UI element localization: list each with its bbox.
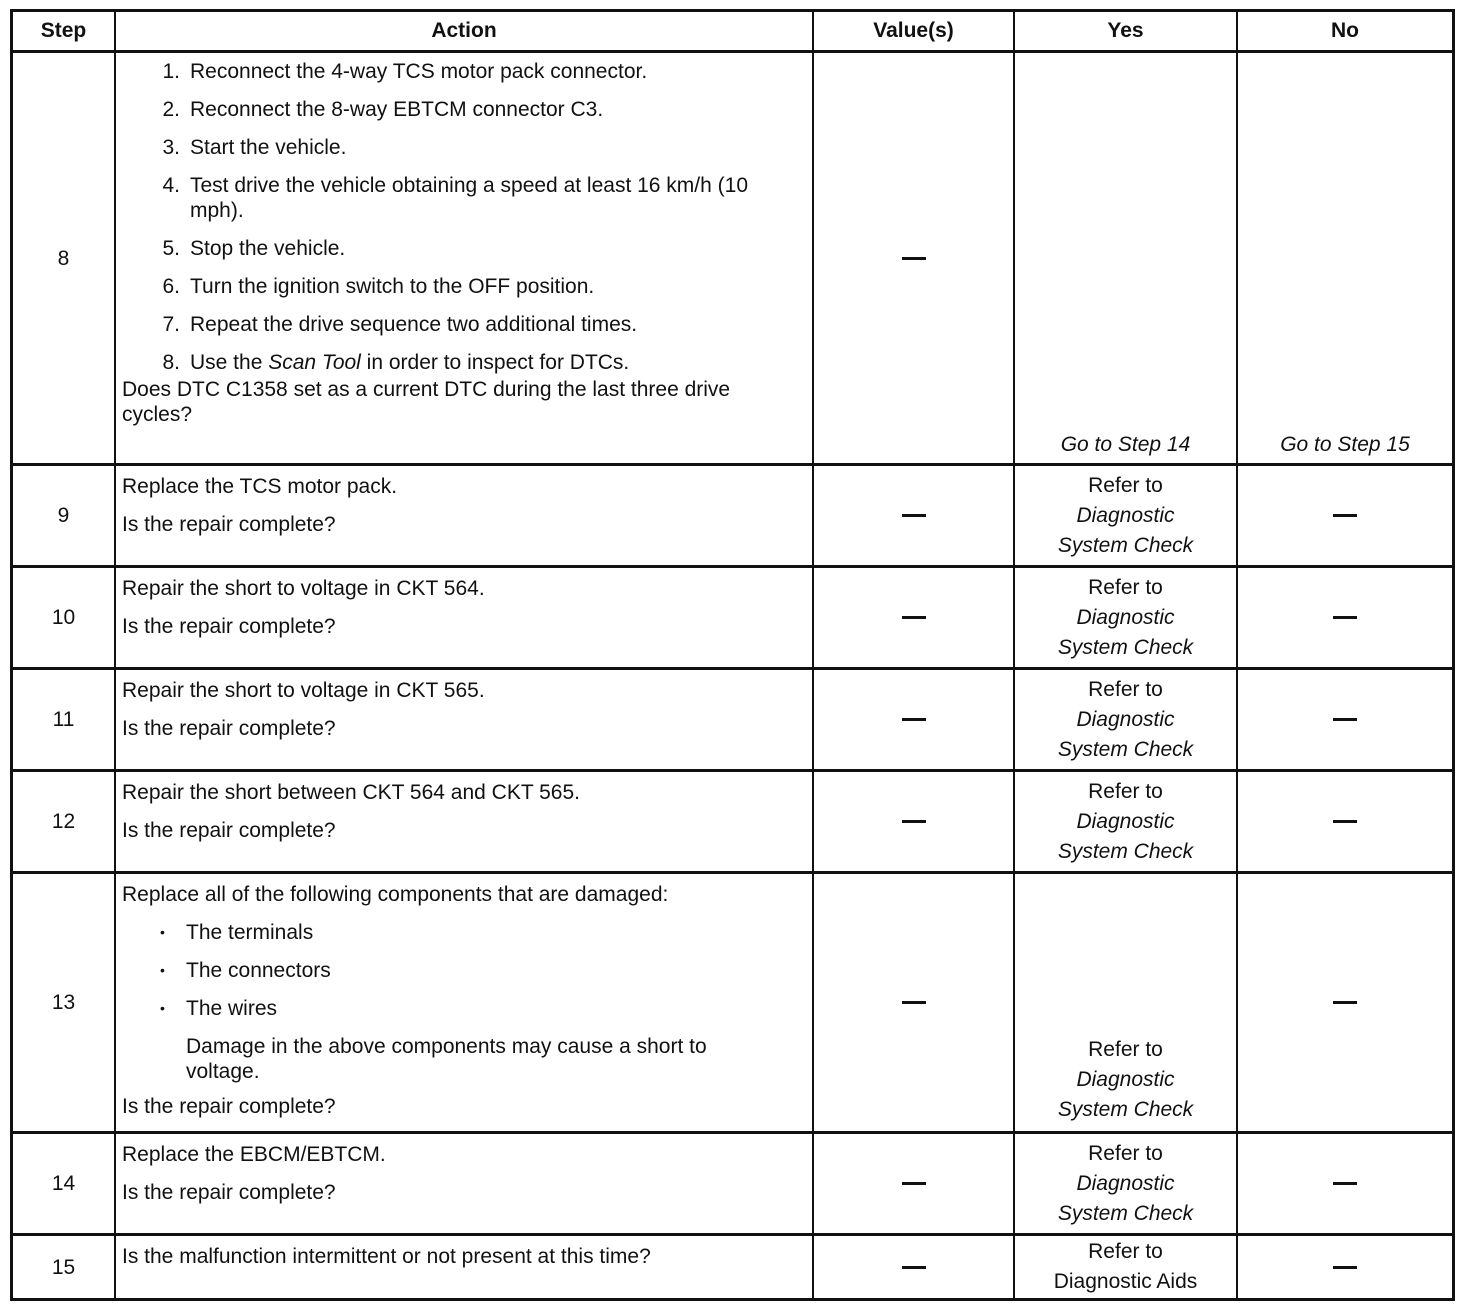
question-text: Does DTC C1358 set as a current DTC during the last three drive cycles? <box>122 378 731 426</box>
question-text: Is the repair complete? <box>122 717 336 740</box>
value-cell <box>814 568 1015 667</box>
action-text: Replace the TCS motor pack. <box>122 475 398 498</box>
step-number: 9 <box>13 466 116 565</box>
dash-mark <box>902 1001 926 1004</box>
yes-cell: Refer to Diagnostic System Check <box>1015 670 1238 769</box>
step-number: 11 <box>13 670 116 769</box>
action-cell <box>116 466 814 565</box>
no-cell <box>1238 1236 1452 1298</box>
dash-mark <box>902 616 926 619</box>
list-item: • The terminals <box>160 921 314 944</box>
dash-mark <box>902 1182 926 1185</box>
yes-cell: Refer to Diagnostic Aids <box>1015 1236 1238 1298</box>
step-number: 14 <box>13 1134 116 1233</box>
action-cell <box>116 568 814 667</box>
no-cell <box>1238 1134 1452 1233</box>
action-text: Replace the EBCM/EBTCM. <box>122 1143 386 1166</box>
dash-mark <box>1333 1266 1357 1269</box>
yes-cell: Go to Step 14 <box>1015 53 1238 463</box>
list-item: • The wires <box>160 997 278 1020</box>
action-cell <box>116 1134 814 1233</box>
action-text: Replace all of the following components that are damaged: <box>122 883 669 906</box>
action-text: Repair the short to voltage in CKT 565. <box>122 679 485 702</box>
dash-mark <box>902 514 926 517</box>
no-cell <box>1238 772 1452 871</box>
table-header <box>13 12 1452 50</box>
dash-mark <box>902 257 926 260</box>
dash-mark <box>902 1266 926 1269</box>
no-cell <box>1238 466 1452 565</box>
value-cell <box>814 466 1015 565</box>
yes-cell: Refer to Diagnostic System Check <box>1015 568 1238 667</box>
table-row <box>13 1131 1452 1233</box>
action-cell <box>116 670 814 769</box>
step-number: 10 <box>13 568 116 667</box>
value-cell <box>814 1236 1015 1298</box>
table-row <box>13 1233 1452 1298</box>
value-cell <box>814 1134 1015 1233</box>
list-item: 5. Stop the vehicle. <box>162 237 346 260</box>
table-row <box>13 871 1452 1131</box>
header-yes: Yes <box>1015 12 1238 50</box>
value-cell <box>814 772 1015 871</box>
question-text: Is the repair complete? <box>122 819 336 842</box>
dash-mark <box>1333 1001 1357 1004</box>
yes-cell: Refer to Diagnostic System Check <box>1015 1134 1238 1233</box>
header-step: Step <box>13 12 116 50</box>
step-number: 13 <box>13 874 116 1131</box>
question-text: Is the repair complete? <box>122 513 336 536</box>
table-row <box>13 769 1452 871</box>
action-cell <box>116 772 814 871</box>
value-cell <box>814 53 1015 463</box>
dash-mark <box>1333 820 1357 823</box>
question-text: Is the repair complete? <box>122 1095 336 1118</box>
list-item: 4. Test drive the vehicle obtaining a speed at least 16 km/h (10 mph). <box>162 174 748 222</box>
dash-mark <box>1333 616 1357 619</box>
list-item: 2. Reconnect the 8-way EBTCM connector C3. <box>162 98 604 121</box>
dash-mark <box>1333 1182 1357 1185</box>
question-text: Is the malfunction intermittent or not present at this time? <box>122 1245 651 1268</box>
value-cell <box>814 874 1015 1131</box>
yes-cell: Refer to Diagnostic System Check <box>1015 466 1238 565</box>
no-cell <box>1238 670 1452 769</box>
question-text: Is the repair complete? <box>122 1181 336 1204</box>
header-values: Value(s) <box>814 12 1015 50</box>
header-action: Action <box>116 12 814 50</box>
dash-mark <box>902 718 926 721</box>
list-item: 3. Start the vehicle. <box>162 136 347 159</box>
action-cell <box>116 874 814 1131</box>
step-number: 12 <box>13 772 116 871</box>
list-item: 7. Repeat the drive sequence two additional times. <box>162 313 638 336</box>
action-steps <box>122 59 806 375</box>
table-row <box>13 50 1452 463</box>
action-cell <box>116 1236 814 1298</box>
question-text: Is the repair complete? <box>122 615 336 638</box>
table-row <box>13 667 1452 769</box>
list-item: • The connectors <box>160 959 331 982</box>
step-number: 15 <box>13 1236 116 1298</box>
no-cell <box>1238 568 1452 667</box>
list-item: 6. Turn the ignition switch to the OFF position. <box>162 275 595 298</box>
action-cell <box>116 53 814 463</box>
yes-cell: Refer to Diagnostic System Check <box>1015 874 1238 1131</box>
table-row <box>13 565 1452 667</box>
yes-cell: Refer to Diagnostic System Check <box>1015 772 1238 871</box>
diagnostic-table <box>10 9 1455 1301</box>
dash-mark <box>1333 514 1357 517</box>
no-cell: Go to Step 15 <box>1280 433 1410 456</box>
value-cell <box>814 670 1015 769</box>
damage-note: Damage in the above components may cause a short to voltage. <box>186 1035 707 1083</box>
step-number: 8 <box>13 53 116 463</box>
dash-mark <box>1333 718 1357 721</box>
header-no: No <box>1331 19 1359 42</box>
list-item: 8. Use the Scan Tool in order to inspect for DTCs. <box>162 351 630 374</box>
table-row <box>13 463 1452 565</box>
action-text: Repair the short between CKT 564 and CKT 565. <box>122 781 581 804</box>
component-list <box>122 920 806 1021</box>
list-item: 1. Reconnect the 4-way TCS motor pack connector. <box>162 60 648 83</box>
action-text: Repair the short to voltage in CKT 564. <box>122 577 485 600</box>
dash-mark <box>902 820 926 823</box>
no-cell <box>1238 874 1452 1131</box>
